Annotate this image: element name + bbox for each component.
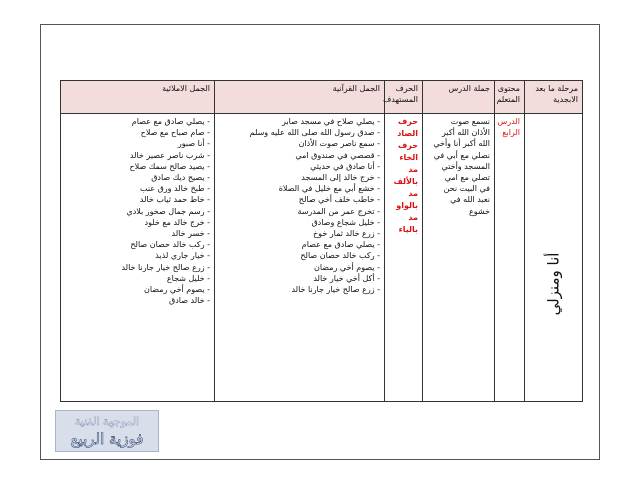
list-item: - أنا صادق في حديثي [219, 161, 380, 172]
list-item: - صام صباح مع صلاح [65, 127, 210, 138]
list-item: - أكل أخي خيار خالد [219, 273, 380, 284]
header-learner-content: محتوى المتعلم [495, 81, 525, 114]
target-letter-item: حرف الصاد [397, 117, 418, 138]
target-letter-cell [385, 114, 423, 402]
list-item: - طبخ خالد ورق عنب [65, 183, 210, 194]
list-item: - قصصي في صندوق امي [219, 150, 380, 161]
list-item: - يصلي صلاح في مسجد صابر [219, 116, 380, 127]
stage-cell [525, 114, 583, 402]
list-item: - زرع خالد ثمار خوخ [219, 228, 380, 239]
list-item: - ركب خالد حصان صالح [65, 239, 210, 250]
target-letter-item: مد بالواو [396, 189, 418, 210]
list-item: - يصيد صالح سمك صلاح [65, 161, 210, 172]
header-dictation-sentences: الجمل الاملائية [61, 81, 215, 114]
list-item: - شرب ناصر عصير خالد [65, 150, 210, 161]
quranic-sentences-cell [215, 114, 385, 402]
learner-content-cell [495, 114, 525, 402]
calligraphy-logo-art [56, 411, 158, 451]
calligraphy-logo [55, 410, 159, 452]
header-lesson-sentence: جملة الدرس [423, 81, 495, 114]
target-letter-item: حرف الخاء [397, 141, 418, 162]
table-row [61, 114, 583, 402]
list-item: - يصوم أخي رمضان [65, 284, 210, 295]
list-item: - يصوم أخي رمضان [219, 262, 380, 273]
header-row [61, 81, 583, 114]
list-item: - خيار جاري لذيذ [65, 250, 210, 261]
list-item: - ركب خالد حصان صالح [219, 250, 380, 261]
header-quranic-sentences: الجمل القرآنية [215, 81, 385, 114]
quranic-sentences-list [219, 116, 380, 295]
target-letter-item: مد بالألف [393, 165, 418, 186]
list-item: - خرج خالد إلى المسجد [219, 172, 380, 183]
target-letter-item: مد بالياء [398, 213, 418, 234]
logo-line-2: فوزية الربيع [70, 430, 144, 448]
list-item: - يصلي صادق مع عصام [219, 239, 380, 250]
dictation-sentences-cell [61, 114, 215, 402]
dictation-sentences-list [65, 116, 210, 306]
lesson-sentence: نسمع صوت الأذان الله أكبر الله أكبر أنا وأخي نصلي مع أبي في المسجد وأختي تصلي مع امي في البيت نحن نعبد الله في خشوع [433, 117, 490, 216]
header-target-letter: الحرف المستهدف [385, 81, 423, 114]
header-stage: مرحلة ما بعد الابجدية [525, 81, 583, 114]
list-item: - يصيح ديك صادق [65, 172, 210, 183]
list-item: - زرع صالح خيار جارنا خالد [219, 284, 380, 295]
list-item: - خشع أبي مع خليل في الصلاة [219, 183, 380, 194]
list-item: - خاطب خلف أخي صالح [219, 194, 380, 205]
list-item: - أنا صبور [65, 138, 210, 149]
list-item: - خالد صادق [65, 295, 210, 306]
list-item: - خليل شجاع [65, 273, 210, 284]
curriculum-table [60, 80, 583, 402]
list-item: - يصلي صادق مع عصام [65, 116, 210, 127]
list-item: - خاط حمد ثياب خالد [65, 194, 210, 205]
list-item: - تخرج عمر من المدرسة [219, 206, 380, 217]
list-item: - خسر خالد [65, 228, 210, 239]
list-item: - خليل شجاع وصادق [219, 217, 380, 228]
list-item: - صدق رسول الله صلى الله عليه وسلم [219, 127, 380, 138]
list-item: - زرع صالح خيار جارنا خالد [65, 262, 210, 273]
lesson-sentence-cell [423, 114, 495, 402]
logo-line-1: الموجهة الفنية [74, 415, 140, 428]
list-item: - رسم جمال صخور بلادي [65, 206, 210, 217]
stage-title: أنا ومنزلي [543, 252, 562, 316]
list-item: - سمع ناصر صوت الأذان [219, 138, 380, 149]
lesson-label: الدرس الرابع [497, 117, 520, 138]
list-item: - خرج خالد مع خلود [65, 217, 210, 228]
